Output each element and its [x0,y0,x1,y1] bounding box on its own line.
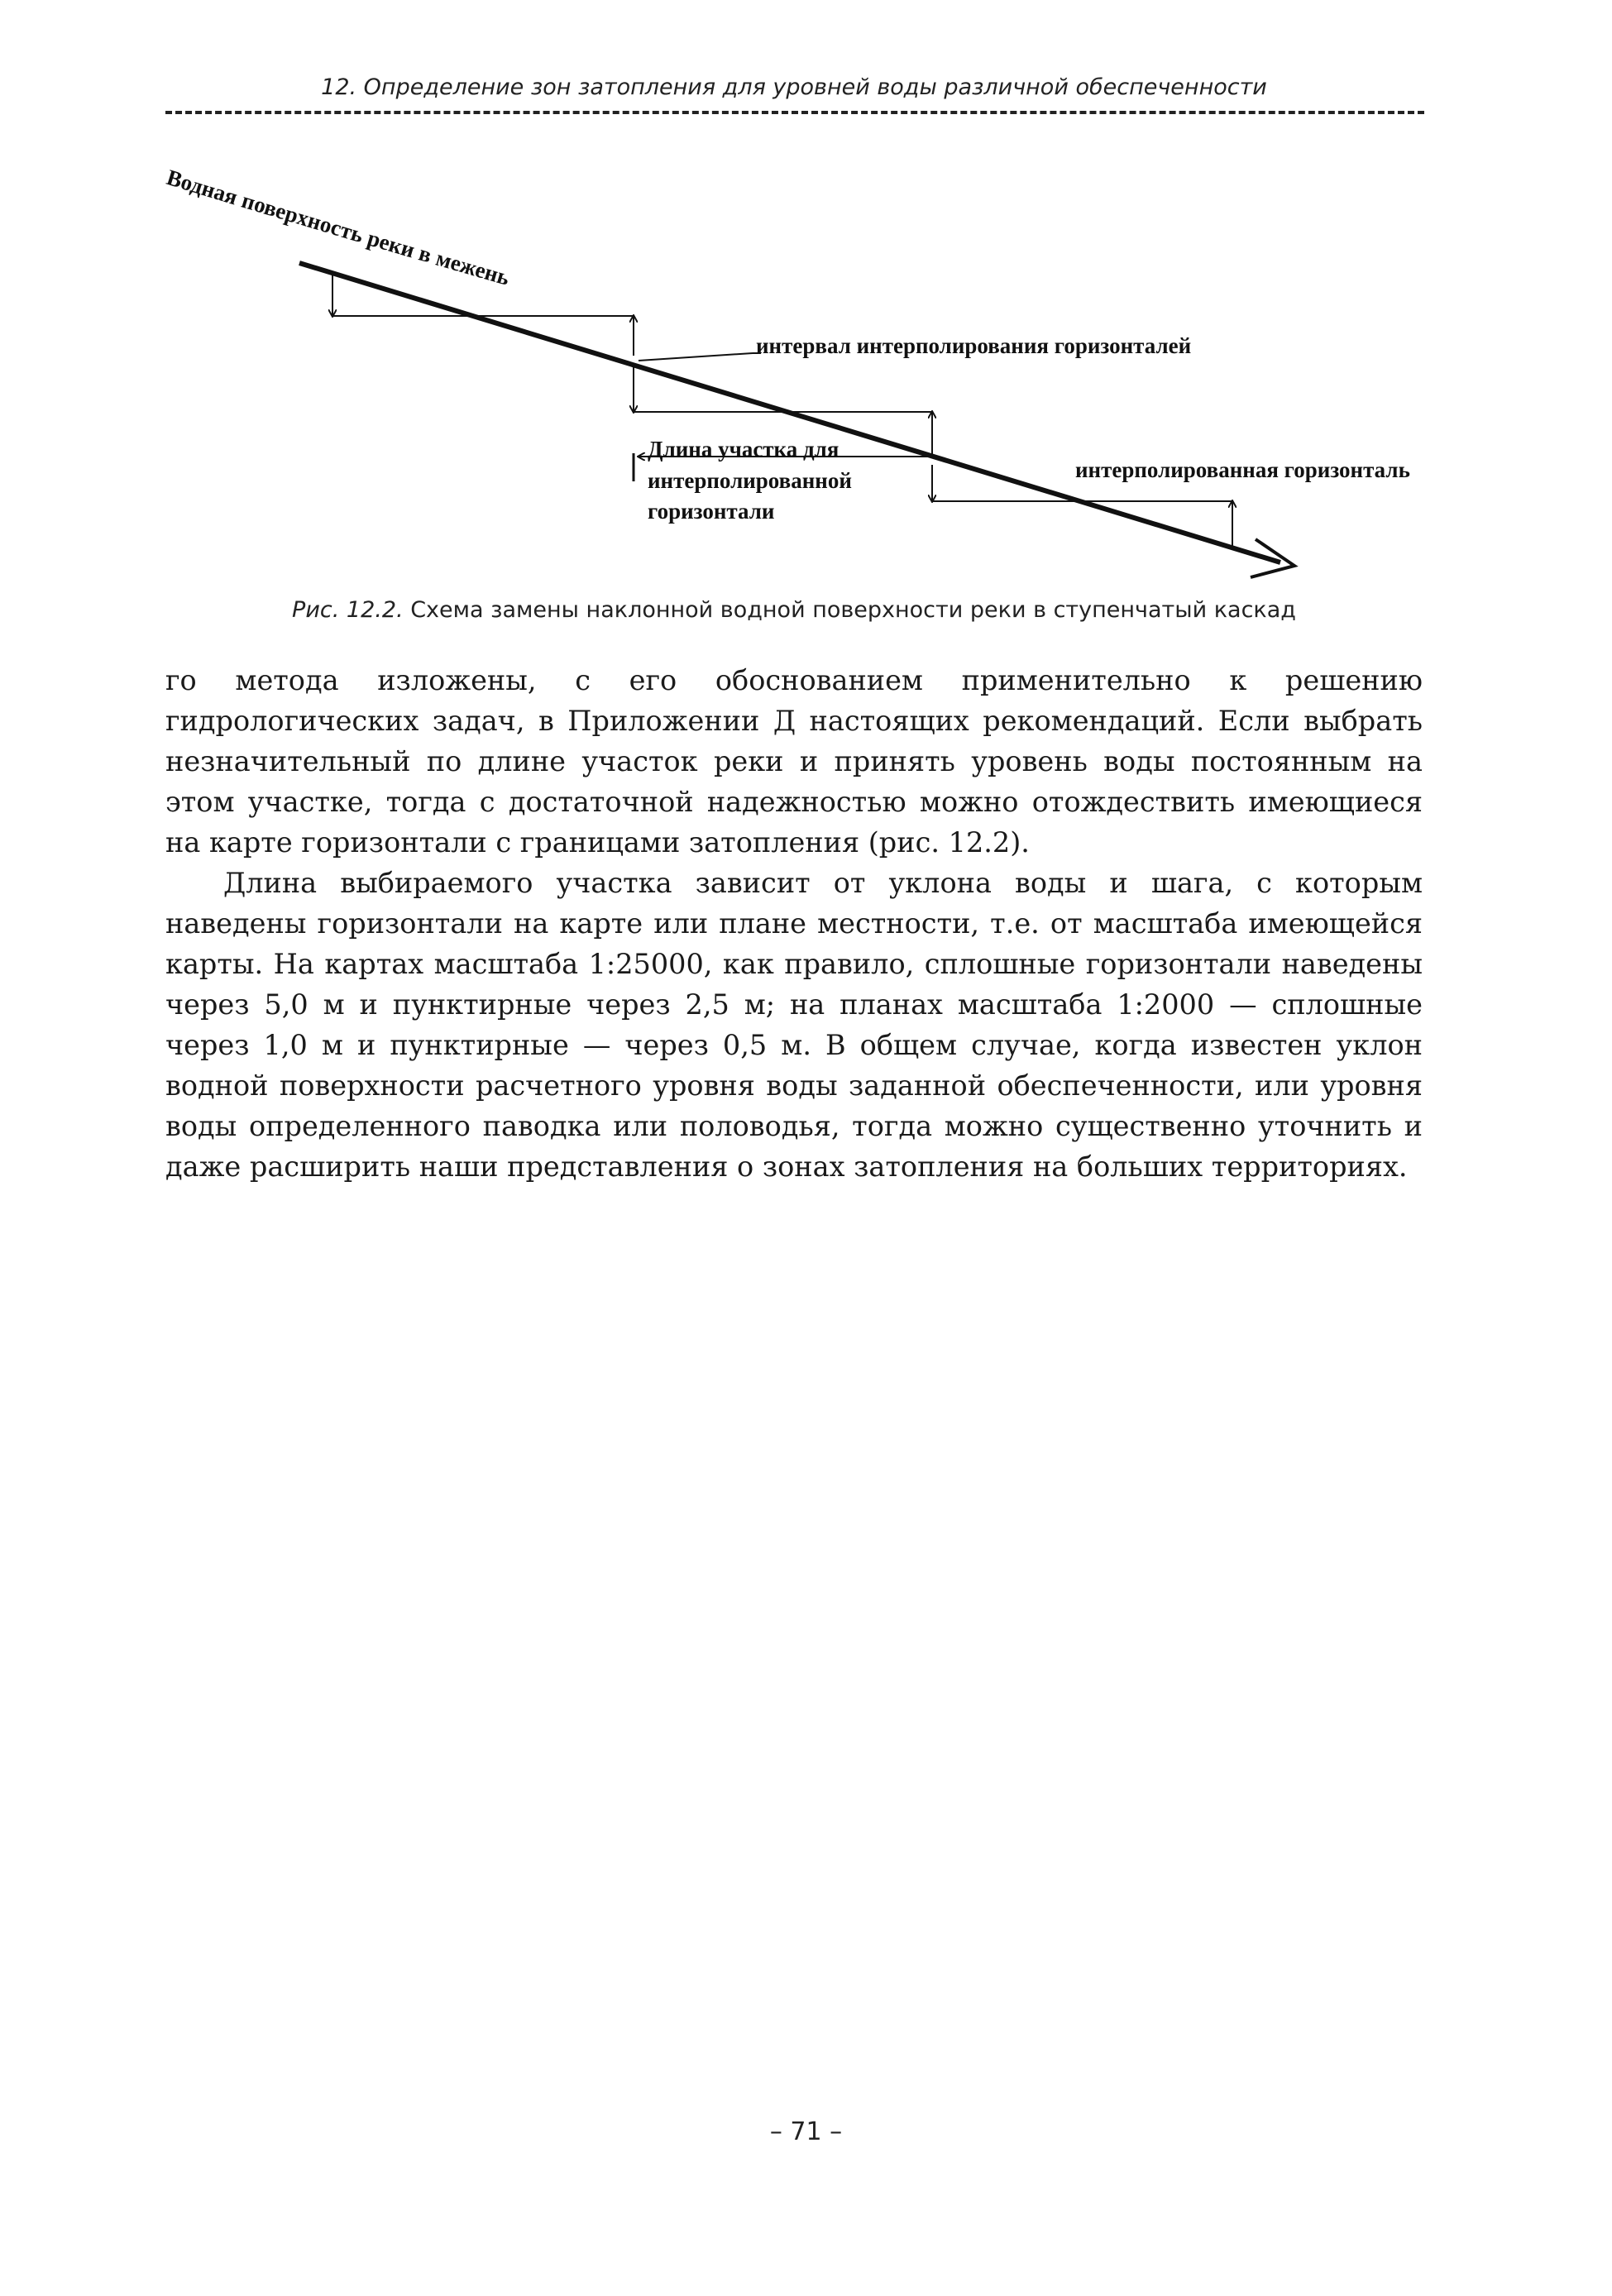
label-segment-length-3: горизонтали [648,499,775,524]
label-interval: интервал интерполирования горизонталей [756,333,1192,358]
figure-12-2 [0,0,1612,604]
figure-caption [165,597,1423,623]
caption-text: Схема замены наклонной водной поверхности реки в ступенчатый каскад [410,597,1296,623]
label-segment-length-2: интерполированной [648,468,852,493]
running-header: 12. Определение зон затопления для уровней воды различной обеспеченности [321,74,1267,100]
interval-leader [639,353,753,361]
paragraph-1: го метода изложены, с его обоснованием применительно к решению гидрологических задач, в Приложении Д настоящих рекомендаций. Если выбрать незначительный по длине участок реки и принять уровень воды постоянным на этом участке, тогда с достаточной надежностью можно отождествить имеющиеся на карте горизонтали с границами затопления (рис. 12.2). [165,664,1423,859]
caption-number: Рис. 12.2. [292,597,404,623]
label-segment-length-1: Длина участка для [648,437,839,462]
label-interpolated: интерполированная горизонталь [1075,457,1410,482]
label-water-surface: Водная поверхность реки в межень [164,165,513,290]
body-text [165,660,1423,1187]
figure-diagram [0,0,1612,604]
page-number: – 71 – [769,2117,843,2146]
paragraph-2: Длина выбираемого участка зависит от уклона воды и шага, с которым наведены горизонтали на карте или плане местности, т.е. от масштаба имеющейся карты. На картах масштаба 1:25000, как правило, сплошные горизонтали наведены через 5,0 м и пунктирные через 2,5 м; на планах масштаба 1:2000 — сплошные через 1,0 м и пунктирные — через 0,5 м. В общем случае, когда известен уклон водной поверхности расчетного уровня воды заданной обеспеченности, или уровня воды определенного паводка или половодья, тогда можно существенно уточнить и даже расширить наши представления о зонах затопления на больших территориях. [165,867,1423,1183]
